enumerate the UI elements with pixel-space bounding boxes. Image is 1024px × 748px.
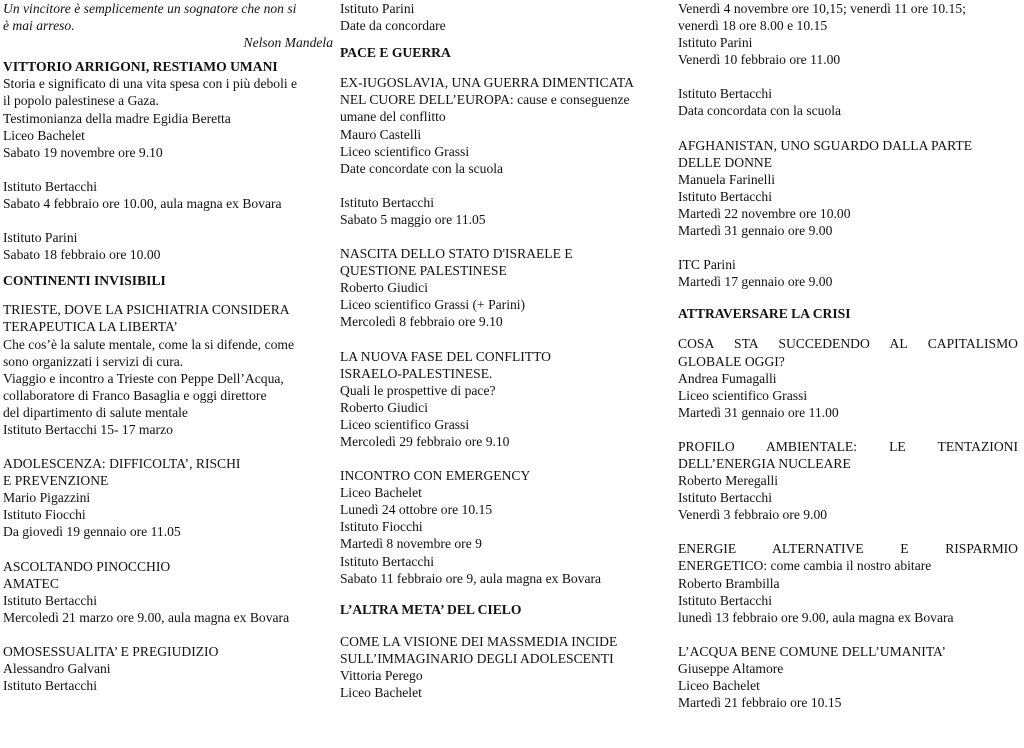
column-right xyxy=(678,0,1018,711)
text-line: Andrea Fumagalli xyxy=(678,370,777,386)
text-line: ISRAELO-PALESTINESE. xyxy=(340,365,493,381)
text-line: Venerdì 3 febbraio ore 9.00 xyxy=(678,507,828,523)
text-line: Istituto Bertacchi xyxy=(340,194,434,210)
text-line: Roberto Giudici xyxy=(340,280,428,296)
event-afghanistan-parini xyxy=(678,256,1018,290)
text-line: venerdì 18 ore 8.00 e 10.15 xyxy=(678,18,828,34)
text-line: Lunedì 24 ottobre ore 10.15 xyxy=(340,502,493,518)
text-line: Liceo Bachelet xyxy=(678,678,760,693)
text-line: Data concordata con la scuola xyxy=(678,103,842,119)
section-title-altra-meta: L’ALTRA META’ DEL CIELO xyxy=(340,601,522,617)
text-line: Martedì 22 novembre ore 10.00 xyxy=(678,205,851,221)
text-line: ENERGIE ALTERNATIVE E RISPARMIO xyxy=(678,541,1018,557)
event-arrigoni-bertacchi xyxy=(3,178,333,212)
text-line: Che cos’è la salute mentale, come la si difende, come xyxy=(3,336,295,352)
event-energie xyxy=(678,540,1018,625)
section-title-crisi: ATTRAVERSARE LA CRISI xyxy=(678,306,851,322)
text-line: Istituto Bertacchi xyxy=(678,592,772,608)
event-conflitto xyxy=(340,348,673,451)
text-line: QUESTIONE PALESTINESE xyxy=(340,263,507,279)
text-line: Liceo scientifico Grassi xyxy=(678,387,808,403)
text-line: E PREVENZIONE xyxy=(3,473,109,489)
text-line: Sabato 5 maggio ore 11.05 xyxy=(340,211,486,227)
text-line: ITC Parini xyxy=(678,257,736,273)
event-pinocchio xyxy=(3,558,333,626)
event-massmedia xyxy=(340,633,673,701)
text-line: Da giovedì 19 gennaio ore 11.05 xyxy=(3,524,181,540)
section-title-pace-guerra: PACE E GUERRA xyxy=(340,45,451,61)
section-title-arrigoni: VITTORIO ARRIGONI, RESTIAMO UMANI xyxy=(3,59,278,75)
text-line: Liceo Bachelet xyxy=(340,485,422,501)
text-line: sono organizzati i servizi di cura. xyxy=(3,353,184,369)
text-line: Istituto Parini xyxy=(3,230,78,246)
text-line: Sabato 4 febbraio ore 10.00, aula magna ex Bovara xyxy=(3,195,282,211)
text-line: ASCOLTANDO PINOCCHIO xyxy=(3,558,171,574)
quote-line: è mai arreso. xyxy=(3,18,75,34)
text-line: Liceo scientifico Grassi (+ Parini) xyxy=(340,297,526,313)
section-title-continenti: CONTINENTI INVISIBILI xyxy=(3,273,166,289)
text-line: Alessandro Galvani xyxy=(3,661,111,676)
text-line: Martedì 8 novembre ore 9 xyxy=(340,536,482,552)
text-line: Istituto Bertacchi xyxy=(340,553,434,569)
text-line: Quali le prospettive di pace? xyxy=(340,382,496,398)
event-capitalismo xyxy=(678,335,1018,420)
text-line: Istituto Fiocchi xyxy=(3,507,86,523)
text-line: NEL CUORE DELL’EUROPA: cause e conseguenze xyxy=(340,92,630,108)
event-arrigoni xyxy=(3,75,333,160)
event-massmedia-bertacchi xyxy=(678,85,1018,119)
event-acqua xyxy=(678,643,1018,711)
text-line: DELL’ENERGIA NUCLEARE xyxy=(678,455,851,471)
text-line: TRIESTE, DOVE LA PSICHIATRIA CONSIDERA xyxy=(3,302,290,318)
text-line: Istituto Bertacchi xyxy=(678,86,772,102)
text-line: Roberto Brambilla xyxy=(678,575,780,591)
text-line: Sabato 19 novembre ore 9.10 xyxy=(3,144,163,160)
text-line: il popolo palestinese a Gaza. xyxy=(3,93,159,109)
text-line: TERAPEUTICA LA LIBERTA’ xyxy=(3,319,178,335)
text-line: SULL’IMMAGINARIO DEGLI ADOLESCENTI xyxy=(340,650,614,666)
event-continued-parini xyxy=(340,0,673,34)
text-line: NASCITA DELLO STATO D'ISRAELE E xyxy=(340,246,573,262)
text-line: Testimonianza della madre Egidia Beretta xyxy=(3,110,231,126)
event-arrigoni-parini xyxy=(3,229,333,263)
text-line: Manuela Farinelli xyxy=(678,171,776,187)
text-line: Liceo Bachelet xyxy=(340,685,422,701)
text-line: Martedì 17 gennaio ore 9.00 xyxy=(678,274,833,290)
text-line: GLOBALE OGGI? xyxy=(678,353,785,369)
text-line: PROFILO AMBIENTALE: LE TENTAZIONI xyxy=(678,438,1018,454)
text-line: collaboratore di Franco Basaglia e oggi direttore xyxy=(3,387,267,403)
text-line: EX-IUGOSLAVIA, UNA GUERRA DIMENTICATA xyxy=(340,75,634,91)
text-line: Roberto Meregalli xyxy=(678,473,779,489)
text-line: ENERGETICO: come cambia il nostro abitare xyxy=(678,558,932,574)
text-line: Martedì 31 gennaio ore 11.00 xyxy=(678,404,839,420)
text-line: COME LA VISIONE DEI MASSMEDIA INCIDE xyxy=(340,633,618,649)
text-line: Istituto Fiocchi xyxy=(340,519,423,535)
text-line: DELLE DONNE xyxy=(678,154,773,170)
quote-line: Un vincitore è semplicemente un sognatore che non si xyxy=(3,1,297,16)
event-ex-iugoslavia xyxy=(340,74,673,177)
text-line: Venerdì 10 febbraio ore 11.00 xyxy=(678,52,841,68)
event-massmedia-continued xyxy=(678,0,1018,68)
column-middle xyxy=(340,0,673,701)
text-line: Istituto Parini xyxy=(340,1,415,16)
text-line: Mercoledì 29 febbraio ore 9.10 xyxy=(340,433,510,449)
text-line: L’ACQUA BENE COMUNE DELL’UMANITA’ xyxy=(678,643,946,659)
event-iugoslavia-bertacchi xyxy=(340,194,673,228)
text-line: INCONTRO CON EMERGENCY xyxy=(340,468,531,484)
event-nucleare xyxy=(678,438,1018,523)
text-line: Venerdì 4 novembre ore 10,15; venerdì 11 ore 10.15; xyxy=(678,1,966,16)
text-line: Storia e significato di una vita spesa con i più deboli e xyxy=(3,76,298,92)
event-emergency xyxy=(340,467,673,587)
text-line: Date da concordare xyxy=(340,18,446,34)
text-line: ADOLESCENZA: DIFFICOLTA’, RISCHI xyxy=(3,456,241,472)
text-line: AFGHANISTAN, UNO SGUARDO DALLA PARTE xyxy=(678,137,973,153)
text-line: del dipartimento di salute mentale xyxy=(3,404,188,420)
text-line: Date concordate con la scuola xyxy=(340,160,504,176)
text-line: Istituto Bertacchi xyxy=(678,188,772,204)
text-line: Liceo scientifico Grassi xyxy=(340,143,470,159)
text-line: Istituto Bertacchi xyxy=(3,178,97,194)
text-line: OMOSESSUALITA’ E PREGIUDIZIO xyxy=(3,643,219,659)
text-line: Vittoria Perego xyxy=(340,668,423,683)
text-line: Roberto Giudici xyxy=(340,399,428,415)
text-line: Mercoledì 8 febbraio ore 9.10 xyxy=(340,314,503,330)
event-afghanistan xyxy=(678,137,1018,240)
event-israele xyxy=(340,245,673,330)
event-trieste xyxy=(3,301,333,438)
text-line: Istituto Bertacchi xyxy=(678,490,772,506)
text-line: Istituto Bertacchi 15- 17 marzo xyxy=(3,421,173,437)
text-line: umane del conflitto xyxy=(340,109,446,125)
event-omosessualita xyxy=(3,643,333,694)
text-line: Sabato 18 febbraio ore 10.00 xyxy=(3,247,161,263)
text-line: Giuseppe Altamore xyxy=(678,660,784,676)
text-line: Istituto Bertacchi xyxy=(3,678,97,694)
column-left xyxy=(3,0,333,694)
text-line: LA NUOVA FASE DEL CONFLITTO xyxy=(340,348,551,364)
text-line: Istituto Parini xyxy=(678,35,753,51)
text-line: COSA STA SUCCEDENDO AL CAPITALISMO xyxy=(678,336,1018,352)
text-line: Liceo Bachelet xyxy=(3,127,85,143)
text-line: Mario Pigazzini xyxy=(3,490,91,506)
text-line: AMATEC xyxy=(3,575,59,591)
text-line: lunedì 13 febbraio ore 9.00, aula magna ex Bovara xyxy=(678,609,954,625)
quote-author: Nelson Mandela xyxy=(243,35,333,51)
text-line: Martedì 31 gennaio ore 9.00 xyxy=(678,223,833,239)
text-line: Sabato 11 febbraio ore 9, aula magna ex Bovara xyxy=(340,570,602,586)
text-line: Mauro Castelli xyxy=(340,126,422,142)
text-line: Mercoledì 21 marzo ore 9.00, aula magna ex Bovara xyxy=(3,609,290,625)
event-adolescenza xyxy=(3,455,333,540)
text-line: Liceo scientifico Grassi xyxy=(340,416,470,432)
text-line: Martedì 21 febbraio ore 10.15 xyxy=(678,695,842,711)
text-line: Istituto Bertacchi xyxy=(3,592,97,608)
text-line: Viaggio e incontro a Trieste con Peppe Dell’Acqua, xyxy=(3,370,284,386)
